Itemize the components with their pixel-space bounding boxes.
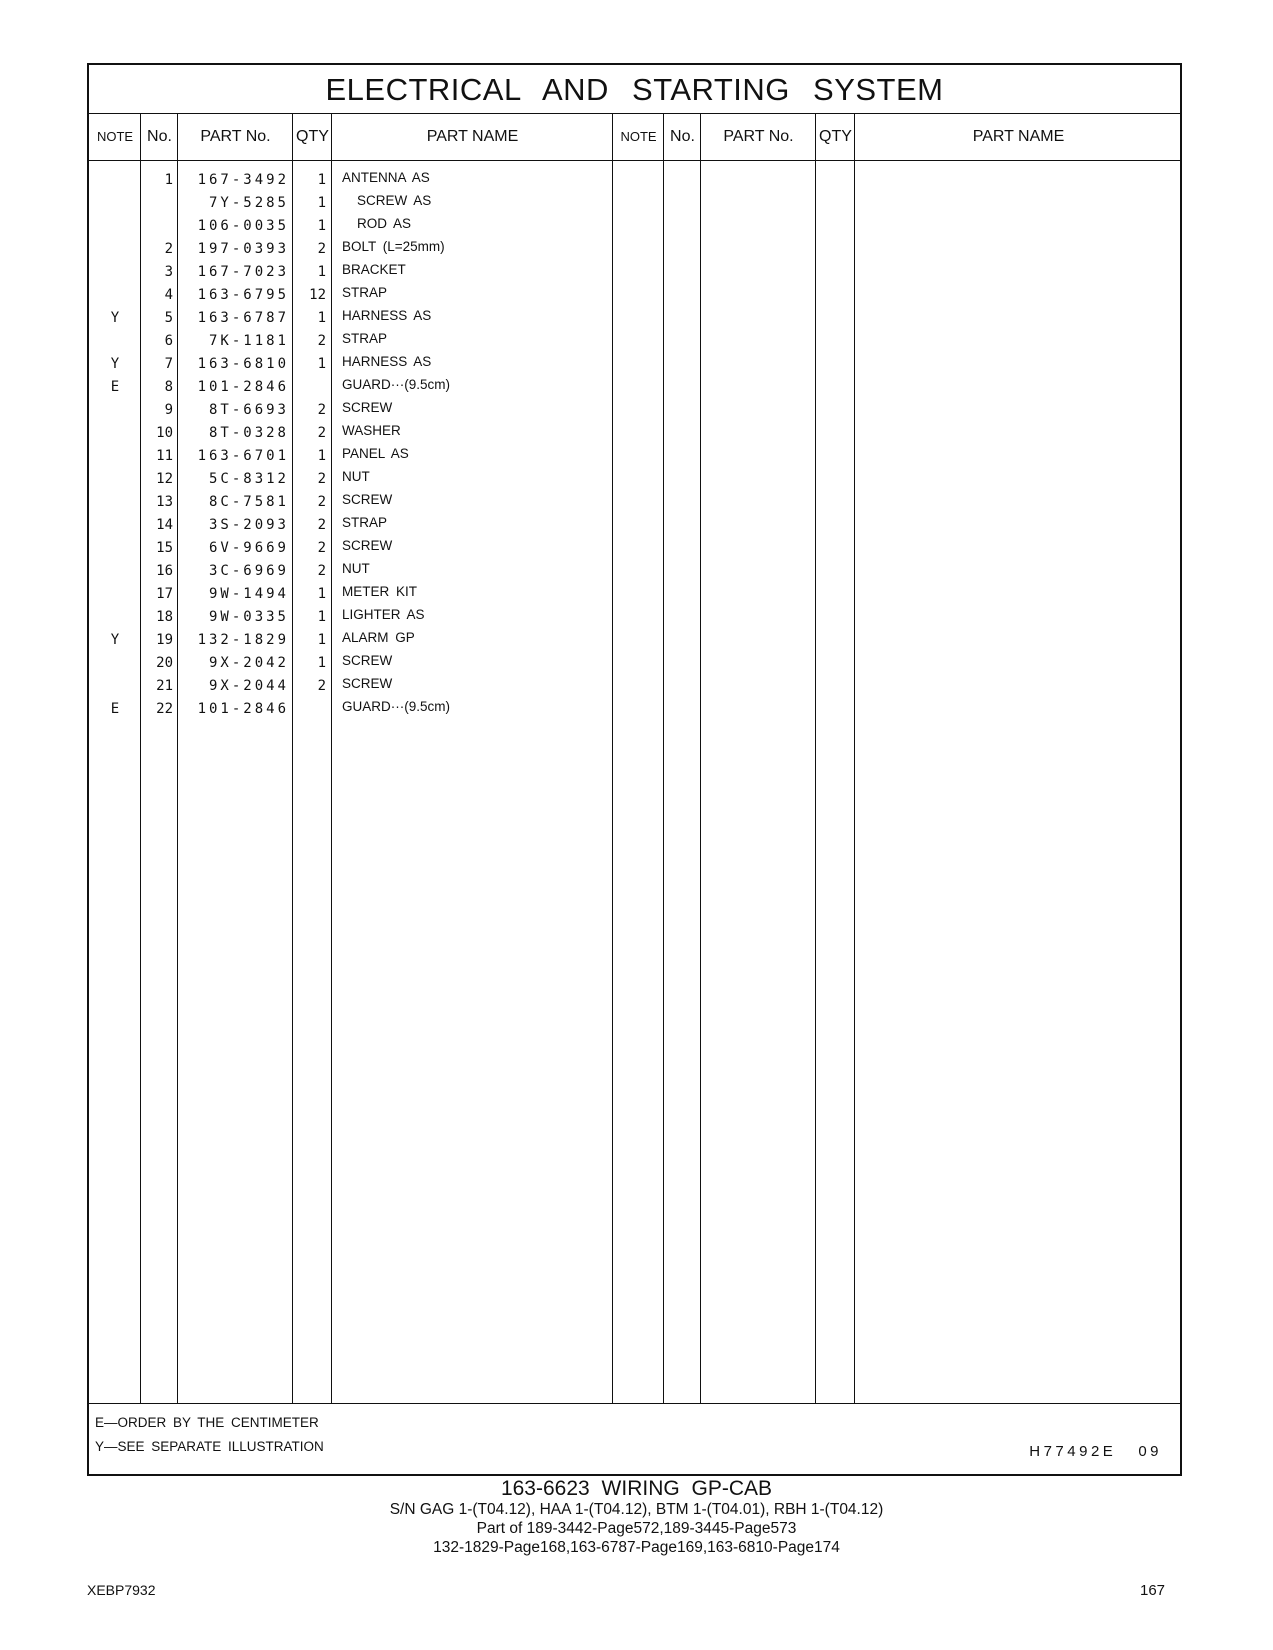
item-number-cell: 18 (156, 609, 173, 625)
table-row (89, 583, 1180, 606)
item-number-cell: 6 (164, 333, 173, 349)
note-cell: E (110, 379, 120, 395)
quantity-cell: 1 (317, 632, 326, 648)
part-number-cell: 9X-2042 (208, 655, 289, 671)
item-number-cell: 12 (156, 471, 173, 487)
part-number-cell: 101-2846 (197, 701, 289, 717)
note-cell: Y (110, 310, 120, 326)
illustration-revision: 09 (1138, 1443, 1162, 1460)
item-number-cell: 22 (156, 701, 173, 717)
part-number-cell: 3S-2093 (208, 517, 289, 533)
quantity-cell: 2 (317, 402, 326, 418)
item-number-cell: 7 (164, 356, 173, 372)
part-name-cell: ALARM GP (342, 630, 415, 645)
quantity-cell: 2 (317, 471, 326, 487)
part-number-cell: 7Y-5285 (208, 195, 289, 211)
note-cell: Y (110, 632, 120, 648)
table-bottom-divider (89, 1403, 1180, 1404)
part-name-cell: GUARD···(9.5cm) (342, 377, 450, 392)
legend-notes (95, 1411, 324, 1459)
part-number-cell: 7K-1181 (208, 333, 289, 349)
item-number-cell: 5 (164, 310, 173, 326)
part-name-cell: ANTENNA AS (342, 170, 430, 185)
item-number-cell: 17 (156, 586, 173, 602)
table-row (89, 376, 1180, 399)
quantity-cell: 2 (317, 425, 326, 441)
table-row (89, 330, 1180, 353)
quantity-cell: 1 (317, 586, 326, 602)
item-number-cell: 10 (156, 425, 173, 441)
quantity-cell: 2 (317, 678, 326, 694)
item-number-cell: 20 (156, 655, 173, 671)
parts-table-body (89, 169, 1180, 721)
item-number-cell: 1 (164, 172, 173, 188)
part-number-cell: 8T-0328 (208, 425, 289, 441)
part-name-cell: PANEL AS (342, 446, 409, 461)
item-number-cell: 11 (156, 448, 173, 464)
document-id: XEBP7932 (87, 1582, 156, 1598)
header-no-left: No. (147, 128, 172, 145)
parts-list-sheet (87, 63, 1182, 1476)
table-row (89, 192, 1180, 215)
table-row (89, 698, 1180, 721)
part-name-cell: SCREW (342, 538, 393, 553)
table-row (89, 445, 1180, 468)
table-row (89, 514, 1180, 537)
quantity-cell: 1 (317, 655, 326, 671)
part-name-cell: STRAP (342, 285, 388, 300)
table-row (89, 261, 1180, 284)
part-number-cell: 163-6795 (197, 287, 289, 303)
quantity-cell: 1 (317, 195, 326, 211)
table-row (89, 491, 1180, 514)
section-title: ELECTRICAL AND STARTING SYSTEM (89, 65, 1180, 114)
part-name-cell: NUT (342, 469, 370, 484)
item-number-cell: 8 (164, 379, 173, 395)
quantity-cell: 2 (317, 517, 326, 533)
part-name-cell: WASHER (342, 423, 401, 438)
item-number-cell: 15 (156, 540, 173, 556)
table-row (89, 169, 1180, 192)
quantity-cell: 1 (317, 172, 326, 188)
page-number: 167 (1140, 1582, 1166, 1599)
part-number-cell: 9W-1494 (208, 586, 289, 602)
item-number-cell: 21 (156, 678, 173, 694)
item-number-cell: 16 (156, 563, 173, 579)
part-number-cell: 5C-8312 (208, 471, 289, 487)
part-number-cell: 167-7023 (197, 264, 289, 280)
item-number-cell: 13 (156, 494, 173, 510)
part-number-cell: 106-0035 (197, 218, 289, 234)
group-title: 163-6623 WIRING GP-CAB (500, 1477, 773, 1500)
part-name-cell: ROD AS (357, 216, 412, 231)
quantity-cell: 1 (317, 448, 326, 464)
item-number-cell: 4 (164, 287, 173, 303)
item-number-cell: 19 (156, 632, 173, 648)
part-number-cell: 167-3492 (197, 172, 289, 188)
header-part-name-left: PART NAME (426, 128, 519, 145)
part-number-cell: 6V-9669 (208, 540, 289, 556)
quantity-cell: 1 (317, 356, 326, 372)
part-name-cell: BOLT (L=25mm) (342, 239, 445, 254)
part-name-cell: METER KIT (342, 584, 418, 599)
item-number-cell: 2 (164, 241, 173, 257)
table-row (89, 238, 1180, 261)
table-row (89, 284, 1180, 307)
note-cell: E (110, 701, 120, 717)
illustration-code (1029, 1443, 1162, 1460)
part-of-line: Part of 189-3442-Page572,189-3445-Page573 (476, 1520, 797, 1537)
part-number-cell: 163-6787 (197, 310, 289, 326)
reference-line: 132-1829-Page168,163-6787-Page169,163-6810-Page174 (433, 1539, 840, 1556)
table-row (89, 468, 1180, 491)
serial-number-line: S/N GAG 1-(T04.12), HAA 1-(T04.12), BTM 1-(T04.01), RBH 1-(T04.12) (389, 1501, 884, 1518)
part-name-cell: BRACKET (342, 262, 406, 277)
part-number-cell: 8T-6693 (208, 402, 289, 418)
table-row (89, 537, 1180, 560)
quantity-cell: 2 (317, 333, 326, 349)
part-name-cell: SCREW (342, 492, 393, 507)
part-number-cell: 163-6701 (197, 448, 289, 464)
table-row (89, 307, 1180, 330)
table-row (89, 560, 1180, 583)
table-row (89, 606, 1180, 629)
table-row (89, 399, 1180, 422)
part-number-cell: 163-6810 (197, 356, 289, 372)
part-name-cell: HARNESS AS (342, 354, 432, 369)
table-row (89, 629, 1180, 652)
quantity-cell: 1 (317, 264, 326, 280)
quantity-cell: 1 (317, 218, 326, 234)
part-number-cell: 9X-2044 (208, 678, 289, 694)
part-name-cell: GUARD···(9.5cm) (342, 699, 450, 714)
part-name-cell: HARNESS AS (342, 308, 432, 323)
item-number-cell: 9 (164, 402, 173, 418)
part-name-cell: SCREW (342, 676, 393, 691)
header-part-no-right: PART No. (723, 128, 794, 145)
quantity-cell: 12 (309, 287, 326, 303)
part-name-cell: STRAP (342, 515, 388, 530)
part-name-cell: SCREW (342, 653, 393, 668)
header-note-right: NOTE (620, 129, 657, 144)
note-e: E—ORDER BY THE CENTIMETER (95, 1415, 319, 1430)
table-row (89, 675, 1180, 698)
quantity-cell: 2 (317, 241, 326, 257)
header-part-no-left: PART No. (200, 128, 271, 145)
part-number-cell: 132-1829 (197, 632, 289, 648)
part-number-cell: 3C-6969 (208, 563, 289, 579)
header-divider (89, 160, 1180, 161)
part-number-cell: 9W-0335 (208, 609, 289, 625)
part-name-cell: SCREW (342, 400, 393, 415)
header-no-right: No. (670, 128, 695, 145)
quantity-cell: 2 (317, 494, 326, 510)
header-qty-right: QTY (819, 128, 852, 145)
part-name-cell: NUT (342, 561, 370, 576)
part-number-cell: 197-0393 (197, 241, 289, 257)
table-row (89, 652, 1180, 675)
part-number-cell: 8C-7581 (208, 494, 289, 510)
table-row (89, 215, 1180, 238)
quantity-cell: 1 (317, 609, 326, 625)
table-row (89, 422, 1180, 445)
table-row (89, 353, 1180, 376)
item-number-cell: 14 (156, 517, 173, 533)
note-cell: Y (110, 356, 120, 372)
quantity-cell: 2 (317, 540, 326, 556)
illustration-code-text: H77492E (1029, 1443, 1117, 1460)
header-note-left: NOTE (96, 129, 134, 144)
part-name-cell: SCREW AS (357, 193, 432, 208)
header-qty-left: QTY (296, 128, 329, 145)
part-name-cell: STRAP (342, 331, 388, 346)
header-part-name-right: PART NAME (972, 128, 1065, 145)
quantity-cell: 1 (317, 310, 326, 326)
part-number-cell: 101-2846 (197, 379, 289, 395)
item-number-cell: 3 (164, 264, 173, 280)
quantity-cell: 2 (317, 563, 326, 579)
note-y: Y—SEE SEPARATE ILLUSTRATION (95, 1439, 324, 1454)
part-name-cell: LIGHTER AS (342, 607, 425, 622)
